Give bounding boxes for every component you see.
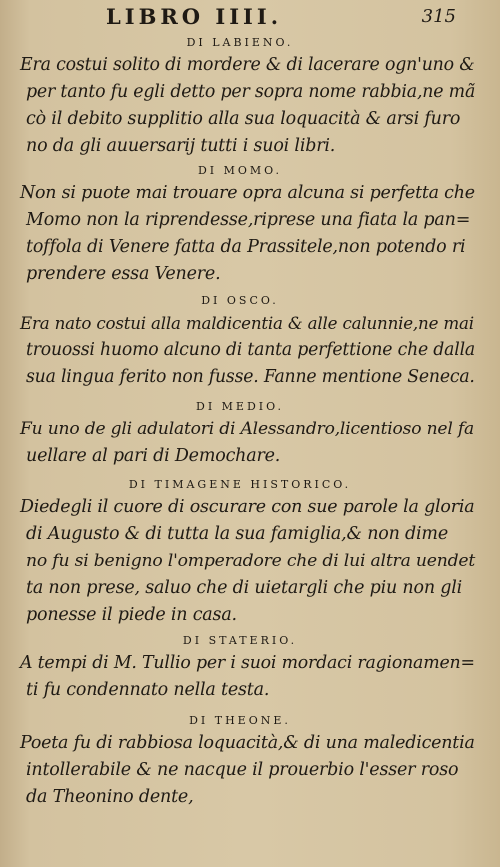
text-line: Diedegli il cuore di oscurare con sue parole la gloria (20, 497, 475, 517)
entry-staterio (20, 634, 475, 704)
text-line: Non si puote mai trouare opra alcuna si perfetta che (20, 183, 475, 203)
text-line: prendere essa Venere. (26, 264, 221, 284)
text-line: sua lingua ferito non fusse. Fanne mentione Seneca. (26, 367, 475, 387)
text-line: ponesse il piede in casa. (26, 605, 237, 625)
entry-heading: DI STATERIO. (182, 634, 298, 647)
text-line: trouossi huomo alcuno di tanta perfettione che dalla (26, 340, 475, 360)
text-line: per tanto fu egli detto per sopra nome rabbia,ne mã (26, 82, 476, 102)
entry-theone (20, 714, 475, 811)
text-line: Poeta fu di rabbiosa loquacità,& di una maledicentia (20, 733, 475, 753)
entry-momo (20, 164, 475, 288)
text-line: cò il debito supplitio alla sua loquacità & arsi furo (26, 109, 461, 129)
text-line: Era costui solito di mordere & di lacerare ogn'uno & (20, 55, 475, 75)
entry-heading: DI MOMO. (197, 164, 283, 177)
entry-heading: DI MEDIO. (196, 400, 284, 413)
text-line: no da gli auuersarij tutti i suoi libri. (26, 136, 336, 156)
page-number: 315 (421, 6, 456, 27)
entry-timagene (20, 478, 476, 629)
entry-labieno (20, 36, 476, 160)
text-line: intollerabile & ne nacque il prouerbio l'esser roso (26, 760, 459, 780)
text-line: di Augusto & di tutta la sua famiglia,& non dime (26, 524, 448, 544)
text-line: ta non prese, saluo che di uietargli che piu non gli (26, 578, 463, 598)
text-line: Fu uno de gli adulatori di Alessandro,licentioso nel fa (20, 419, 474, 439)
text-line: da Theonino dente, (26, 787, 194, 807)
text-line: Momo non la riprendesse,riprese una fiata la pan= (26, 210, 471, 230)
entry-heading: DI OSCO. (201, 294, 279, 307)
text-line: ti fu condennato nella testa. (26, 680, 270, 700)
text-line: toffola di Venere fatta da Prassitele,non potendo ri (26, 237, 466, 257)
entry-heading: DI THEONE. (189, 714, 291, 727)
entry-heading: DI LABIENO. (186, 36, 294, 49)
text-line: A tempi di M. Tullio per i suoi mordaci ragionamen= (20, 653, 475, 673)
page-header (106, 4, 456, 30)
entry-medio (20, 400, 474, 470)
text-line: Era nato costui alla maldicentia & alle calunnie,ne mai (20, 314, 474, 333)
text-line: no fu si benigno l'omperadore che di lui altra uendet (26, 551, 476, 571)
running-head: LIBRO IIII. (106, 4, 282, 29)
entry-osco (20, 294, 475, 391)
entry-heading: DI TIMAGENE HISTORICO. (128, 478, 352, 491)
text-line: uellare al pari di Demochare. (26, 446, 281, 466)
